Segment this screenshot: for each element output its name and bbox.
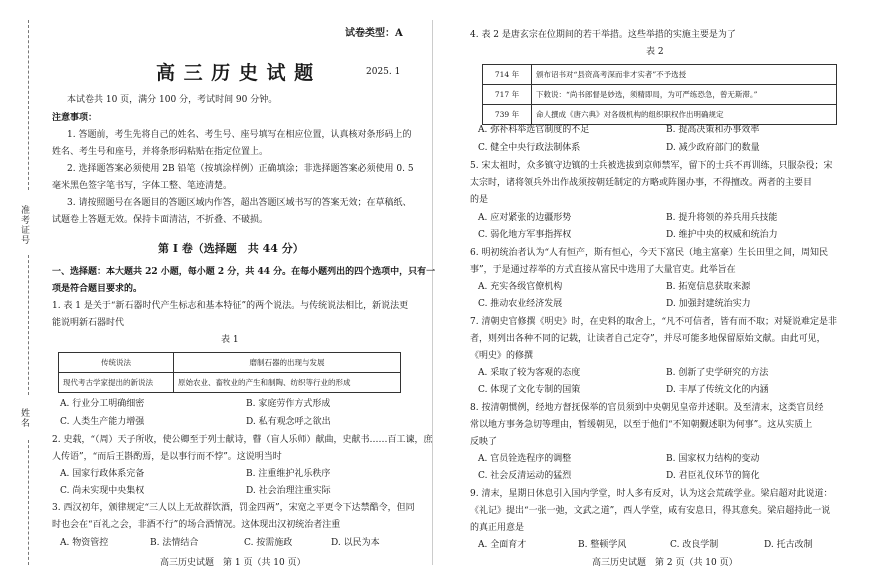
- option-b: B. 拓宽信息获取来源: [666, 282, 751, 292]
- option-c: C. 推动农业经济发展: [478, 299, 563, 309]
- option-d: D. 私有观念呼之欲出: [246, 417, 331, 427]
- section-title: 第 Ⅰ 卷（选择题 共 44 分）: [158, 242, 304, 255]
- note-line: 2. 选择题答案必须使用 2B 铅笔（按填涂样例）正确填涂；非选择题答案必须使用 0. 5: [67, 164, 414, 174]
- question-stem: 2. 史载，“（周）天子所收，使公卿至于列士献诗，瞽（盲人乐师）献曲，史献书……百工谏，庶: [52, 435, 433, 445]
- table-cell: 命人撰成《唐六典》对各级机构的组织职权作出明确规定: [532, 105, 837, 125]
- option-b: B. 提升将领的养兵用兵技能: [666, 213, 778, 223]
- option-b: B. 国家权力结构的变动: [666, 454, 760, 464]
- question-stem: 事”，于是通过荐举的方式直接从富民中选用了大量官吏。此举旨在: [470, 265, 736, 275]
- table-1: [58, 352, 401, 393]
- note-line: 1. 答题前，考生先将自己的姓名、考生号、座号填写在相应位置，认真核对条形码上的: [67, 130, 412, 140]
- option-d: D. 维护中央的权威和统治力: [666, 230, 778, 240]
- option-b: B. 注重维护礼乐秩序: [246, 469, 331, 479]
- question-stem: 的是: [470, 195, 489, 205]
- option-d: D. 托古改制: [764, 540, 813, 550]
- option-a: A. 应对紧张的边疆形势: [478, 213, 572, 223]
- option-c: C. 健全中央行政法制体系: [478, 143, 581, 153]
- table-cell: 传统说法: [59, 353, 174, 373]
- question-stem: 6. 明初统治者认为“人有恒产，斯有恒心，今天下富民（地主富豪）生长田里之间，周知民: [470, 248, 829, 258]
- question-stem: 5. 宋太祖时，众多镇守边镇的士兵被选拔到京师禁军，留下的士兵不再训练，只服杂役；宋: [470, 161, 833, 171]
- question-stem: 能说明新石器时代: [52, 318, 125, 328]
- note-line: 毫米黑色签字笔书写，字体工整、笔迹清楚。: [52, 181, 233, 191]
- table-row: [483, 105, 837, 125]
- table-cell: 下敕说：“尚书郎督是妙选，须精即局，为可严练恐急，曾无斯滞。”: [532, 85, 837, 105]
- question-stem: 3. 西汉初年，颁律规定“三人以上无故群饮酒，罚金四两”，宋宽之平更令下达禁酷令，但同: [52, 503, 415, 513]
- option-a: A. 全面育才: [478, 540, 527, 550]
- option-d: D. 加强封建统治实力: [666, 299, 751, 309]
- option-d: D. 君臣礼仪环节的简化: [666, 471, 760, 481]
- exam-date: 2025. 1: [366, 67, 401, 77]
- option-a: A. 物资管控: [60, 538, 109, 548]
- page-title: 高 三 历 史 试 题: [156, 62, 315, 84]
- section-instruction: 项是符合题目要求的。: [52, 284, 143, 294]
- option-c: C. 弱化地方军事指挥权: [478, 230, 572, 240]
- option-b: B. 提高决策和办事效率: [666, 125, 760, 135]
- option-b: B. 法情结合: [150, 538, 199, 548]
- page-divider: [432, 20, 433, 565]
- table-2: [482, 64, 837, 125]
- table-row: [59, 353, 401, 373]
- table-cell: 现代考古学家提出的新说法: [59, 373, 174, 393]
- notes-heading: 注意事项：: [52, 113, 98, 123]
- intro-text: 本试卷共 10 页，满分 100 分，考试时间 90 分钟。: [67, 95, 278, 105]
- question-stem: 《礼记》提出“一张一弛，文武之道”，西人学堂，咸有安息日，得其意矣。梁启超持此一说: [470, 506, 831, 516]
- option-a: A. 国家行政体系完备: [60, 469, 145, 479]
- question-stem: 1. 表 1 是关于“新石器时代产生标志和基本特征”的两个说法。与传统说法相比，新说法更: [52, 301, 409, 311]
- option-d: D. 以民为本: [331, 538, 380, 548]
- question-stem: 反映了: [470, 437, 498, 447]
- option-c: C. 体现了文化专制的国策: [478, 385, 581, 395]
- question-stem: 的真正用意是: [470, 523, 525, 533]
- option-a: A. 官员铨选程序的调整: [478, 454, 572, 464]
- question-stem: 7. 清朝史官修撰《明史》时，在史料的取舍上，“凡不可信者，皆有而不取；对疑说难定是非: [470, 317, 838, 327]
- option-d: D. 社会治理注重实际: [246, 486, 331, 496]
- option-a: A. 充实各级官僚机构: [478, 282, 563, 292]
- option-c: C. 社会反清运动的猛烈: [478, 471, 572, 481]
- option-c: C. 按需施政: [244, 538, 293, 548]
- option-d: D. 减少政府部门的数量: [666, 143, 760, 153]
- question-stem: 9. 清末，星期日休息引入国内学堂，时人多有反对，认为这会荒疏学业。梁启超对此说道：: [470, 489, 833, 499]
- option-a: A. 采取了较为客观的态度: [478, 368, 581, 378]
- table-caption: 表 2: [646, 47, 664, 57]
- option-d: D. 丰厚了传统文化的内涵: [666, 385, 769, 395]
- note-line: 3. 请按照题号在各题目的答题区域内作答，超出答题区域书写的答案无效；在草稿纸、: [67, 198, 412, 208]
- option-a: A. 行业分工明确细密: [60, 399, 145, 409]
- question-stem: 常以地方事务急切等理由，暂缓朝见，以至于他们“不知朝觐述职为何事”。这从实质上: [470, 420, 813, 430]
- option-c: C. 人类生产能力增强: [60, 417, 145, 427]
- table-cell: 颁布诏书对“县资高考深而非才实者”不予选授: [532, 65, 837, 85]
- option-c: C. 改良学制: [670, 540, 719, 550]
- option-b: B. 创新了史学研究的方法: [666, 368, 769, 378]
- option-a: A. 弥补科举选官制度的不足: [478, 125, 590, 135]
- table-row: [483, 65, 837, 85]
- table-cell: 磨制石器的出现与发展: [174, 353, 401, 373]
- table-cell: 739 年: [483, 105, 532, 125]
- question-stem: 8. 按清朝惯例，经地方督抚保举的官员须到中央朝见皇帝并述职。及至清末，这类官员经: [470, 403, 824, 413]
- note-line: 姓名、考生号和座号，并将条形码粘贴在指定位置上。: [52, 147, 269, 157]
- paper-type: 试卷类型：A: [345, 28, 403, 39]
- option-b: B. 整顿学风: [578, 540, 627, 550]
- question-stem: 者，则列出各种不同的记载，让读者自己定夺”，并尽可能多地保留原始文献。由此可见，: [470, 334, 826, 344]
- table-cell: 717 年: [483, 85, 532, 105]
- section-instruction: 一、选择题：本大题共 22 小题，每小题 2 分，共 44 分。在每小题列出的四个选项中，只有一: [52, 267, 436, 277]
- table-cell: 原始农业、畜牧业的产生和制陶、纺织等行业的形成: [174, 373, 401, 393]
- exam-number-label: 准考证号: [19, 205, 29, 245]
- table-cell: 714 年: [483, 65, 532, 85]
- question-stem: 《明史》的修撰: [470, 351, 534, 361]
- table-row: [483, 85, 837, 105]
- binding-line-top: [28, 20, 29, 190]
- note-line: 试题卷上答题无效。保持卡面清洁，不折叠、不破损。: [52, 215, 269, 225]
- option-c: C. 尚未实现中央集权: [60, 486, 145, 496]
- question-stem: 人传语”，“而后王斟酌焉，是以事行而不悖”。这说明当时: [52, 452, 282, 462]
- question-stem: 4. 表 2 是唐玄宗在位期间的若干举措。这些举措的实施主要是为了: [470, 30, 736, 40]
- page-footer: 高三历史试题 第 2 页（共 10 页）: [592, 558, 738, 568]
- question-stem: 太宗时，诸将领兵外出作战须按朝廷制定的方略或阵图办事，不得擅改。两者的主要目: [470, 178, 813, 188]
- name-label: 姓名: [19, 408, 29, 428]
- option-b: B. 家庭劳作方式形成: [246, 399, 331, 409]
- table-caption: 表 1: [221, 335, 239, 345]
- binding-line-bottom: [28, 440, 29, 565]
- question-stem: 时也会在“百礼之会，非酒不行”的场合酒情况。这体现出汉初统治者注重: [52, 520, 341, 530]
- binding-line-middle: [28, 255, 29, 395]
- page-footer: 高三历史试题 第 1 页（共 10 页）: [160, 558, 306, 568]
- table-row: [59, 373, 401, 393]
